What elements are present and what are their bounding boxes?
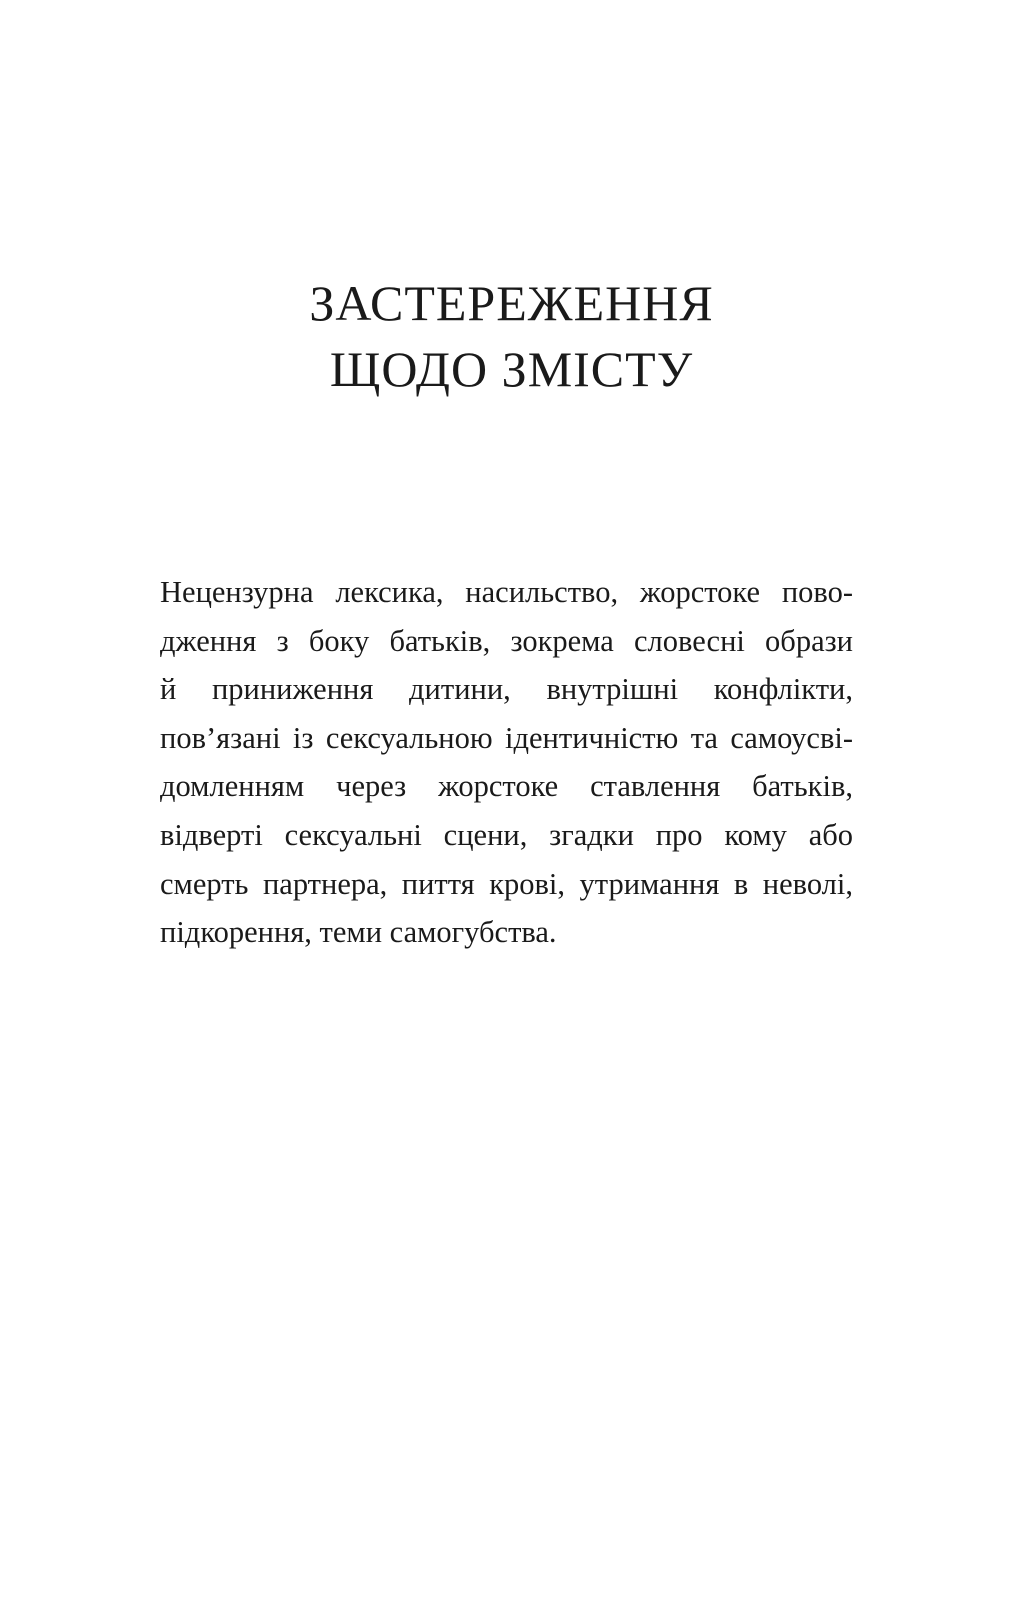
paragraph-line: підкорення, теми самогубства. bbox=[160, 915, 557, 950]
page-title-line-2: ЩОДО ЗМІСТУ bbox=[329, 341, 694, 397]
paragraph-line: й приниження дитини, внутрішні конфлікти, bbox=[160, 672, 853, 707]
paragraph-line: Нецензурна лексика, насильство, жорстоке пово- bbox=[160, 575, 853, 609]
paragraph-line: відверті сексуальні сцени, згадки про кому або bbox=[160, 817, 853, 852]
page-title bbox=[0, 270, 1023, 402]
paragraph-line: смерть партнера, пиття крові, утримання в неволі, bbox=[160, 866, 853, 901]
content-warning-paragraph bbox=[160, 568, 853, 957]
paragraph-line: пов’язані із сексуальною ідентичністю та самоусві- bbox=[160, 720, 853, 755]
page-title-line-1: ЗАСТЕРЕЖЕННЯ bbox=[309, 275, 714, 331]
paragraph-line: дження з боку батьків, зокрема словесні образи bbox=[160, 623, 853, 658]
paragraph-line: домленням через жорстоке ставлення батьків, bbox=[160, 769, 853, 804]
